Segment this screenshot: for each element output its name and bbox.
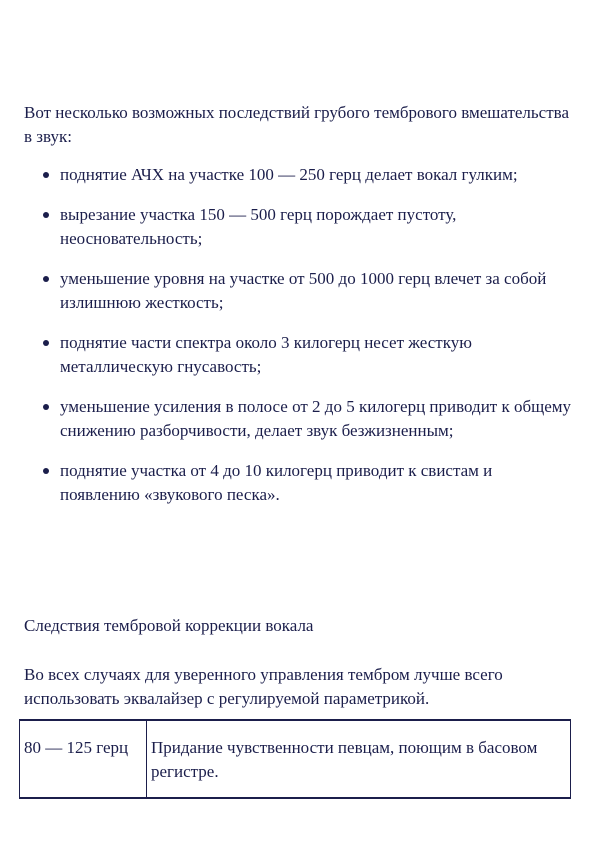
eq-table bbox=[19, 719, 571, 799]
list-item: поднятие АЧХ на участке 100 — 250 герц делает вокал гулким; bbox=[24, 163, 576, 187]
list-item: уменьшение уровня на участке от 500 до 1000 герц влечет за собой излишнюю жесткость; bbox=[24, 267, 576, 315]
effect-cell: Придание чувственности певцам, поющим в басовом регистре. bbox=[147, 720, 571, 798]
intro-paragraph: Вот несколько возможных последствий грубого тембрового вмешательства в звук: bbox=[24, 103, 569, 146]
list-item: поднятие части спектра около 3 килогерц несет жесткую металлическую гнусавость; bbox=[24, 331, 576, 379]
frequency-cell: 80 — 125 герц bbox=[20, 720, 147, 798]
section-title: Следствия тембровой коррекции вокала bbox=[24, 616, 314, 635]
list-item: уменьшение усиления в полосе от 2 до 5 килогерц приводит к общему снижению разборчивости, делает звук безжизненным; bbox=[24, 395, 576, 443]
list-item: вырезание участка 150 — 500 герц порождает пустоту, неосновательность; bbox=[24, 203, 576, 251]
table-row bbox=[20, 720, 571, 798]
list-item: поднятие участка от 4 до 10 килогерц приводит к свистам и появлению «звукового песка». bbox=[24, 459, 576, 507]
consequences-list bbox=[24, 163, 576, 523]
body-paragraph: Во всех случаях для уверенного управления тембром лучше всего использовать эквалайзер с регулируемой параметрикой. bbox=[24, 665, 503, 708]
